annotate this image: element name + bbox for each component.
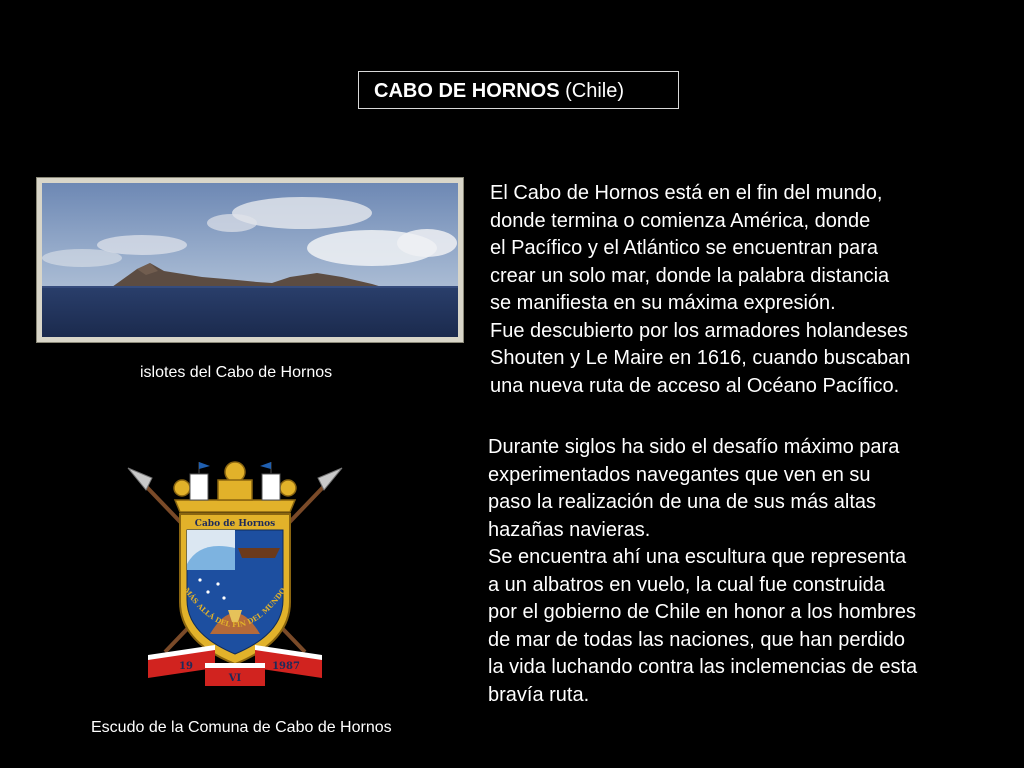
text-line: la vida luchando contra las inclemencias de esta: [488, 656, 918, 678]
text-line: experimentados navegantes que ven en su: [488, 463, 871, 486]
shield-motto: MÁS ALLÁ DEL FIN DEL MUNDO: [182, 585, 288, 630]
ribbon-center: VI: [228, 673, 242, 684]
text-line: el Pacífico y el Atlántico se encuentran para: [490, 237, 879, 259]
shield-caption: Escudo de la Comuna de Cabo de Hornos: [91, 719, 392, 736]
coat-of-arms: [120, 452, 350, 692]
title-bold: CABO DE HORNOS: [374, 80, 560, 102]
text-line: donde termina o comienza América, donde: [490, 209, 871, 232]
slide-title: [358, 71, 679, 109]
text-line: Se encuentra ahí una escultura que representa: [488, 546, 907, 568]
photo-caption: islotes del Cabo de Hornos: [140, 364, 333, 381]
naval-crown-icon: [174, 462, 296, 512]
shield-banner: Cabo de Hornos: [194, 519, 276, 529]
text-line: por el gobierno de Chile en honor a los hombres: [488, 601, 917, 623]
paragraph-history: [490, 180, 910, 400]
ribbon-left: 19: [179, 661, 193, 672]
text-line: Shouten y Le Maire en 1616, cuando buscaban: [490, 347, 911, 369]
text-line: una nueva ruta de acceso al Océano Pacífico.: [490, 374, 900, 397]
text-line: crear un solo mar, donde la palabra distancia: [490, 264, 890, 287]
text-line: paso la realización de una de sus más altas: [488, 491, 877, 513]
text-line: bravía ruta.: [488, 683, 590, 706]
text-line: Durante siglos ha sido el desafío máximo para: [488, 436, 900, 458]
islands-photo: [36, 177, 464, 343]
text-line: se manifiesta en su máxima expresión.: [490, 292, 836, 314]
text-line: de mar de todas las naciones, que han perdido: [488, 628, 905, 651]
paragraph-challenge: [488, 434, 917, 709]
text-line: a un albatros en vuelo, la cual fue construida: [488, 573, 885, 596]
text-line: El Cabo de Hornos está en el fin del mundo,: [490, 182, 883, 204]
title-rest: (Chile): [559, 80, 625, 102]
ship-icon: [238, 548, 280, 558]
text-line: hazañas navieras.: [488, 518, 651, 541]
text-line: Fue descubierto por los armadores holandeses: [490, 319, 909, 342]
ribbon-right: 1987: [272, 661, 300, 672]
